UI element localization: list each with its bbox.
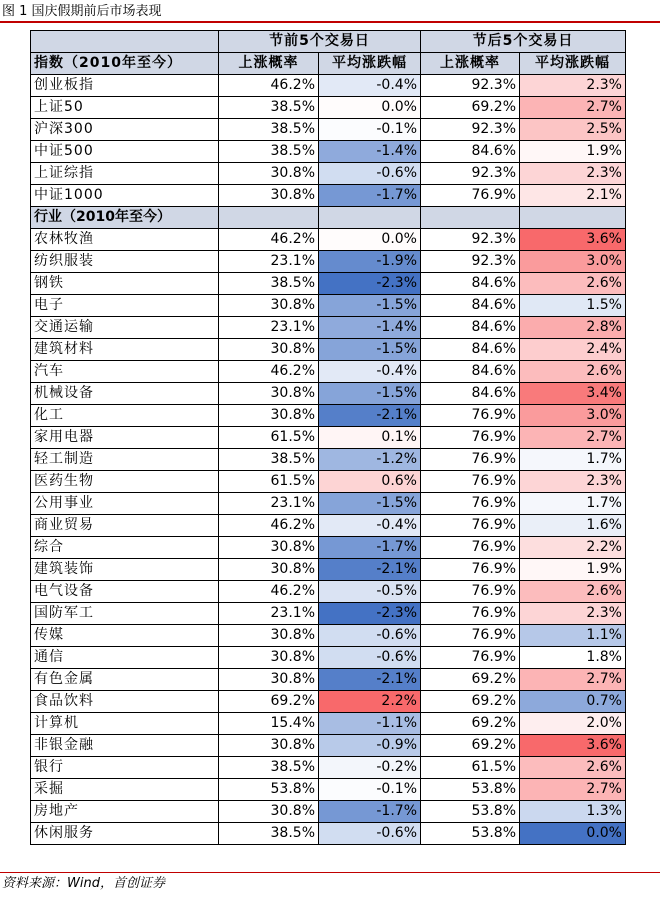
before-avg-change-cell: -0.2% <box>319 757 421 779</box>
after-avg-change-cell: 3.6% <box>520 229 626 251</box>
before-avg-change-cell: -0.6% <box>319 823 421 845</box>
before-avg-change-cell: -1.5% <box>319 383 421 405</box>
before-rise-prob-cell: 30.8% <box>219 405 319 427</box>
after-rise-prob-cell: 76.9% <box>421 581 520 603</box>
after-avg-change-cell: 2.7% <box>520 779 626 801</box>
section-blank-cell <box>219 207 319 229</box>
table-row <box>31 757 626 779</box>
after-avg-change-cell: 3.6% <box>520 735 626 757</box>
after-rise-prob-cell: 76.9% <box>421 449 520 471</box>
name-cell: 公用事业 <box>31 493 219 515</box>
before-avg-change-cell: 2.2% <box>319 691 421 713</box>
name-cell: 房地产 <box>31 801 219 823</box>
before-rise-prob-cell: 23.1% <box>219 251 319 273</box>
before-avg-change-cell: 0.1% <box>319 427 421 449</box>
table-row <box>31 537 626 559</box>
after-rise-prob-cell: 76.9% <box>421 625 520 647</box>
before-avg-change-cell: -1.7% <box>319 185 421 207</box>
table-row <box>31 141 626 163</box>
after-rise-prob-cell: 92.3% <box>421 119 520 141</box>
before-rise-prob-cell: 38.5% <box>219 757 319 779</box>
after-avg-change-cell: 1.3% <box>520 801 626 823</box>
before-rise-prob-cell: 30.8% <box>219 163 319 185</box>
after-rise-prob-cell: 84.6% <box>421 273 520 295</box>
name-cell: 食品饮料 <box>31 691 219 713</box>
name-cell: 交通运输 <box>31 317 219 339</box>
section-blank-cell <box>520 207 626 229</box>
after-rise-prob-cell: 92.3% <box>421 229 520 251</box>
table-row <box>31 449 626 471</box>
before-avg-change-cell: -1.5% <box>319 295 421 317</box>
name-cell: 综合 <box>31 537 219 559</box>
table-row <box>31 559 626 581</box>
name-cell: 建筑材料 <box>31 339 219 361</box>
after-rise-prob-cell: 69.2% <box>421 735 520 757</box>
before-avg-change-cell: -1.2% <box>319 449 421 471</box>
before-rise-prob-cell: 30.8% <box>219 185 319 207</box>
industry-section-row <box>31 207 626 229</box>
after-holiday-header: 节后5个交易日 <box>421 31 626 53</box>
before-avg-change-cell: -0.4% <box>319 75 421 97</box>
name-cell: 钢铁 <box>31 273 219 295</box>
name-cell: 医药生物 <box>31 471 219 493</box>
before-holiday-header: 节前5个交易日 <box>219 31 421 53</box>
before-rise-prob-cell: 38.5% <box>219 823 319 845</box>
before-avg-change-cell: -2.3% <box>319 273 421 295</box>
table-row <box>31 647 626 669</box>
after-rise-prob-header: 上涨概率 <box>421 53 520 75</box>
after-rise-prob-cell: 76.9% <box>421 515 520 537</box>
table-body <box>31 75 626 845</box>
table-row <box>31 427 626 449</box>
after-avg-change-cell: 1.9% <box>520 141 626 163</box>
before-rise-prob-cell: 30.8% <box>219 559 319 581</box>
table-row <box>31 823 626 845</box>
before-rise-prob-cell: 15.4% <box>219 713 319 735</box>
after-avg-change-cell: 3.0% <box>520 405 626 427</box>
before-rise-prob-cell: 30.8% <box>219 669 319 691</box>
table-row <box>31 603 626 625</box>
after-rise-prob-cell: 84.6% <box>421 317 520 339</box>
after-rise-prob-cell: 76.9% <box>421 427 520 449</box>
before-avg-change-cell: -0.6% <box>319 625 421 647</box>
before-rise-prob-cell: 46.2% <box>219 75 319 97</box>
before-rise-prob-cell: 38.5% <box>219 141 319 163</box>
name-cell: 沪深300 <box>31 119 219 141</box>
name-cell: 汽车 <box>31 361 219 383</box>
table-row <box>31 713 626 735</box>
after-rise-prob-cell: 69.2% <box>421 713 520 735</box>
before-rise-prob-cell: 46.2% <box>219 229 319 251</box>
table-row <box>31 119 626 141</box>
industry-section-header: 行业（2010年至今） <box>31 207 219 229</box>
name-cell: 电子 <box>31 295 219 317</box>
after-avg-change-cell: 1.7% <box>520 493 626 515</box>
name-cell: 银行 <box>31 757 219 779</box>
name-cell: 纺织服装 <box>31 251 219 273</box>
name-cell: 轻工制造 <box>31 449 219 471</box>
table-row <box>31 273 626 295</box>
after-rise-prob-cell: 92.3% <box>421 163 520 185</box>
after-rise-prob-cell: 76.9% <box>421 537 520 559</box>
after-avg-change-cell: 1.9% <box>520 559 626 581</box>
before-avg-change-cell: -1.9% <box>319 251 421 273</box>
after-avg-change-cell: 2.6% <box>520 581 626 603</box>
table-row <box>31 361 626 383</box>
after-rise-prob-cell: 61.5% <box>421 757 520 779</box>
before-avg-change-cell: -0.4% <box>319 361 421 383</box>
after-avg-change-cell: 2.3% <box>520 75 626 97</box>
after-rise-prob-cell: 84.6% <box>421 361 520 383</box>
before-avg-change-cell: -1.4% <box>319 141 421 163</box>
name-cell: 上证50 <box>31 97 219 119</box>
table-row <box>31 779 626 801</box>
name-cell: 采掘 <box>31 779 219 801</box>
before-rise-prob-cell: 38.5% <box>219 119 319 141</box>
before-rise-prob-cell: 46.2% <box>219 581 319 603</box>
after-rise-prob-cell: 53.8% <box>421 779 520 801</box>
name-cell: 商业贸易 <box>31 515 219 537</box>
table-row <box>31 493 626 515</box>
after-avg-change-cell: 2.0% <box>520 713 626 735</box>
after-avg-change-cell: 2.3% <box>520 603 626 625</box>
table-row <box>31 383 626 405</box>
figure-title: 图 1 国庆假期前后市场表现 <box>2 4 162 19</box>
after-avg-change-cell: 2.2% <box>520 537 626 559</box>
before-avg-change-cell: -0.1% <box>319 119 421 141</box>
after-rise-prob-cell: 53.8% <box>421 823 520 845</box>
name-cell: 计算机 <box>31 713 219 735</box>
after-rise-prob-cell: 69.2% <box>421 669 520 691</box>
index-section-header: 指数（2010年至今） <box>31 53 219 75</box>
after-avg-change-cell: 1.6% <box>520 515 626 537</box>
table-row <box>31 581 626 603</box>
before-rise-prob-cell: 30.8% <box>219 735 319 757</box>
before-rise-prob-cell: 38.5% <box>219 97 319 119</box>
name-cell: 非银金融 <box>31 735 219 757</box>
after-avg-change-cell: 2.6% <box>520 361 626 383</box>
top-divider <box>0 21 660 23</box>
after-avg-change-cell: 1.1% <box>520 625 626 647</box>
name-cell: 国防军工 <box>31 603 219 625</box>
before-avg-change-cell: -1.4% <box>319 317 421 339</box>
column-header-row <box>31 53 626 75</box>
before-rise-prob-cell: 46.2% <box>219 361 319 383</box>
before-rise-prob-cell: 30.8% <box>219 383 319 405</box>
before-avg-change-cell: 0.0% <box>319 229 421 251</box>
before-avg-change-cell: -1.7% <box>319 801 421 823</box>
table-row <box>31 317 626 339</box>
name-cell: 通信 <box>31 647 219 669</box>
section-blank-cell <box>319 207 421 229</box>
name-cell: 建筑装饰 <box>31 559 219 581</box>
after-avg-change-cell: 0.7% <box>520 691 626 713</box>
source-note: 资料来源：Wind，首创证券 <box>2 876 165 891</box>
after-avg-change-cell: 3.4% <box>520 383 626 405</box>
name-cell: 农林牧渔 <box>31 229 219 251</box>
before-avg-change-cell: -2.1% <box>319 559 421 581</box>
before-avg-change-cell: -0.4% <box>319 515 421 537</box>
after-rise-prob-cell: 84.6% <box>421 141 520 163</box>
table-row <box>31 801 626 823</box>
after-avg-change-cell: 2.7% <box>520 427 626 449</box>
bottom-divider <box>0 872 660 873</box>
table-row <box>31 339 626 361</box>
name-cell: 有色金属 <box>31 669 219 691</box>
after-avg-change-cell: 1.8% <box>520 647 626 669</box>
after-avg-change-cell: 1.5% <box>520 295 626 317</box>
before-avg-change-cell: -0.5% <box>319 581 421 603</box>
before-rise-prob-cell: 30.8% <box>219 295 319 317</box>
after-rise-prob-cell: 76.9% <box>421 647 520 669</box>
after-rise-prob-cell: 69.2% <box>421 97 520 119</box>
table-row <box>31 625 626 647</box>
before-rise-prob-cell: 30.8% <box>219 801 319 823</box>
table-row <box>31 471 626 493</box>
before-avg-change-cell: 0.6% <box>319 471 421 493</box>
table-row <box>31 163 626 185</box>
after-avg-change-cell: 2.7% <box>520 97 626 119</box>
before-rise-prob-cell: 61.5% <box>219 427 319 449</box>
before-avg-change-cell: -1.7% <box>319 537 421 559</box>
name-cell: 中证1000 <box>31 185 219 207</box>
before-avg-change-cell: -0.6% <box>319 163 421 185</box>
after-rise-prob-cell: 92.3% <box>421 75 520 97</box>
before-avg-change-cell: -0.6% <box>319 647 421 669</box>
after-rise-prob-cell: 84.6% <box>421 295 520 317</box>
before-rise-prob-cell: 23.1% <box>219 603 319 625</box>
after-rise-prob-cell: 84.6% <box>421 339 520 361</box>
before-rise-prob-cell: 61.5% <box>219 471 319 493</box>
name-cell: 传媒 <box>31 625 219 647</box>
after-avg-change-cell: 2.4% <box>520 339 626 361</box>
table-row <box>31 295 626 317</box>
table-row <box>31 251 626 273</box>
before-avg-change-cell: -1.5% <box>319 339 421 361</box>
after-avg-change-cell: 2.8% <box>520 317 626 339</box>
before-rise-prob-cell: 38.5% <box>219 449 319 471</box>
after-rise-prob-cell: 92.3% <box>421 251 520 273</box>
after-avg-change-cell: 2.3% <box>520 471 626 493</box>
before-avg-change-cell: -0.1% <box>319 779 421 801</box>
table-row <box>31 97 626 119</box>
before-rise-prob-cell: 53.8% <box>219 779 319 801</box>
before-rise-prob-header: 上涨概率 <box>219 53 319 75</box>
after-rise-prob-cell: 76.9% <box>421 185 520 207</box>
table-row <box>31 75 626 97</box>
name-cell: 创业板指 <box>31 75 219 97</box>
before-rise-prob-cell: 30.8% <box>219 339 319 361</box>
after-rise-prob-cell: 76.9% <box>421 471 520 493</box>
group-header-row <box>31 31 626 53</box>
after-rise-prob-cell: 84.6% <box>421 383 520 405</box>
before-rise-prob-cell: 30.8% <box>219 537 319 559</box>
before-rise-prob-cell: 46.2% <box>219 515 319 537</box>
table-row <box>31 405 626 427</box>
name-cell: 机械设备 <box>31 383 219 405</box>
before-rise-prob-cell: 69.2% <box>219 691 319 713</box>
after-rise-prob-cell: 76.9% <box>421 405 520 427</box>
blank-header-cell <box>31 31 219 53</box>
name-cell: 上证综指 <box>31 163 219 185</box>
before-rise-prob-cell: 30.8% <box>219 647 319 669</box>
table-row <box>31 515 626 537</box>
after-avg-change-cell: 3.0% <box>520 251 626 273</box>
after-avg-change-cell: 2.6% <box>520 757 626 779</box>
before-avg-change-cell: -2.1% <box>319 669 421 691</box>
after-rise-prob-cell: 69.2% <box>421 691 520 713</box>
table-row <box>31 691 626 713</box>
before-avg-change-cell: -1.5% <box>319 493 421 515</box>
table-row <box>31 735 626 757</box>
after-rise-prob-cell: 76.9% <box>421 559 520 581</box>
after-avg-change-cell: 1.7% <box>520 449 626 471</box>
name-cell: 化工 <box>31 405 219 427</box>
after-avg-change-cell: 2.6% <box>520 273 626 295</box>
before-rise-prob-cell: 30.8% <box>219 625 319 647</box>
before-avg-change-cell: -2.3% <box>319 603 421 625</box>
before-avg-change-cell: 0.0% <box>319 97 421 119</box>
section-blank-cell <box>421 207 520 229</box>
after-rise-prob-cell: 76.9% <box>421 603 520 625</box>
before-rise-prob-cell: 23.1% <box>219 317 319 339</box>
name-cell: 休闲服务 <box>31 823 219 845</box>
table-row <box>31 669 626 691</box>
name-cell: 中证500 <box>31 141 219 163</box>
after-avg-change-cell: 0.0% <box>520 823 626 845</box>
after-avg-change-header: 平均涨跌幅 <box>520 53 626 75</box>
before-avg-change-cell: -0.9% <box>319 735 421 757</box>
table-row <box>31 185 626 207</box>
name-cell: 家用电器 <box>31 427 219 449</box>
before-rise-prob-cell: 38.5% <box>219 273 319 295</box>
table-row <box>31 229 626 251</box>
before-rise-prob-cell: 23.1% <box>219 493 319 515</box>
after-rise-prob-cell: 53.8% <box>421 801 520 823</box>
before-avg-change-cell: -2.1% <box>319 405 421 427</box>
after-avg-change-cell: 2.1% <box>520 185 626 207</box>
name-cell: 电气设备 <box>31 581 219 603</box>
after-avg-change-cell: 2.5% <box>520 119 626 141</box>
after-avg-change-cell: 2.7% <box>520 669 626 691</box>
before-avg-change-header: 平均涨跌幅 <box>319 53 421 75</box>
after-rise-prob-cell: 76.9% <box>421 493 520 515</box>
after-avg-change-cell: 2.3% <box>520 163 626 185</box>
market-performance-table <box>30 30 626 845</box>
before-avg-change-cell: -1.1% <box>319 713 421 735</box>
